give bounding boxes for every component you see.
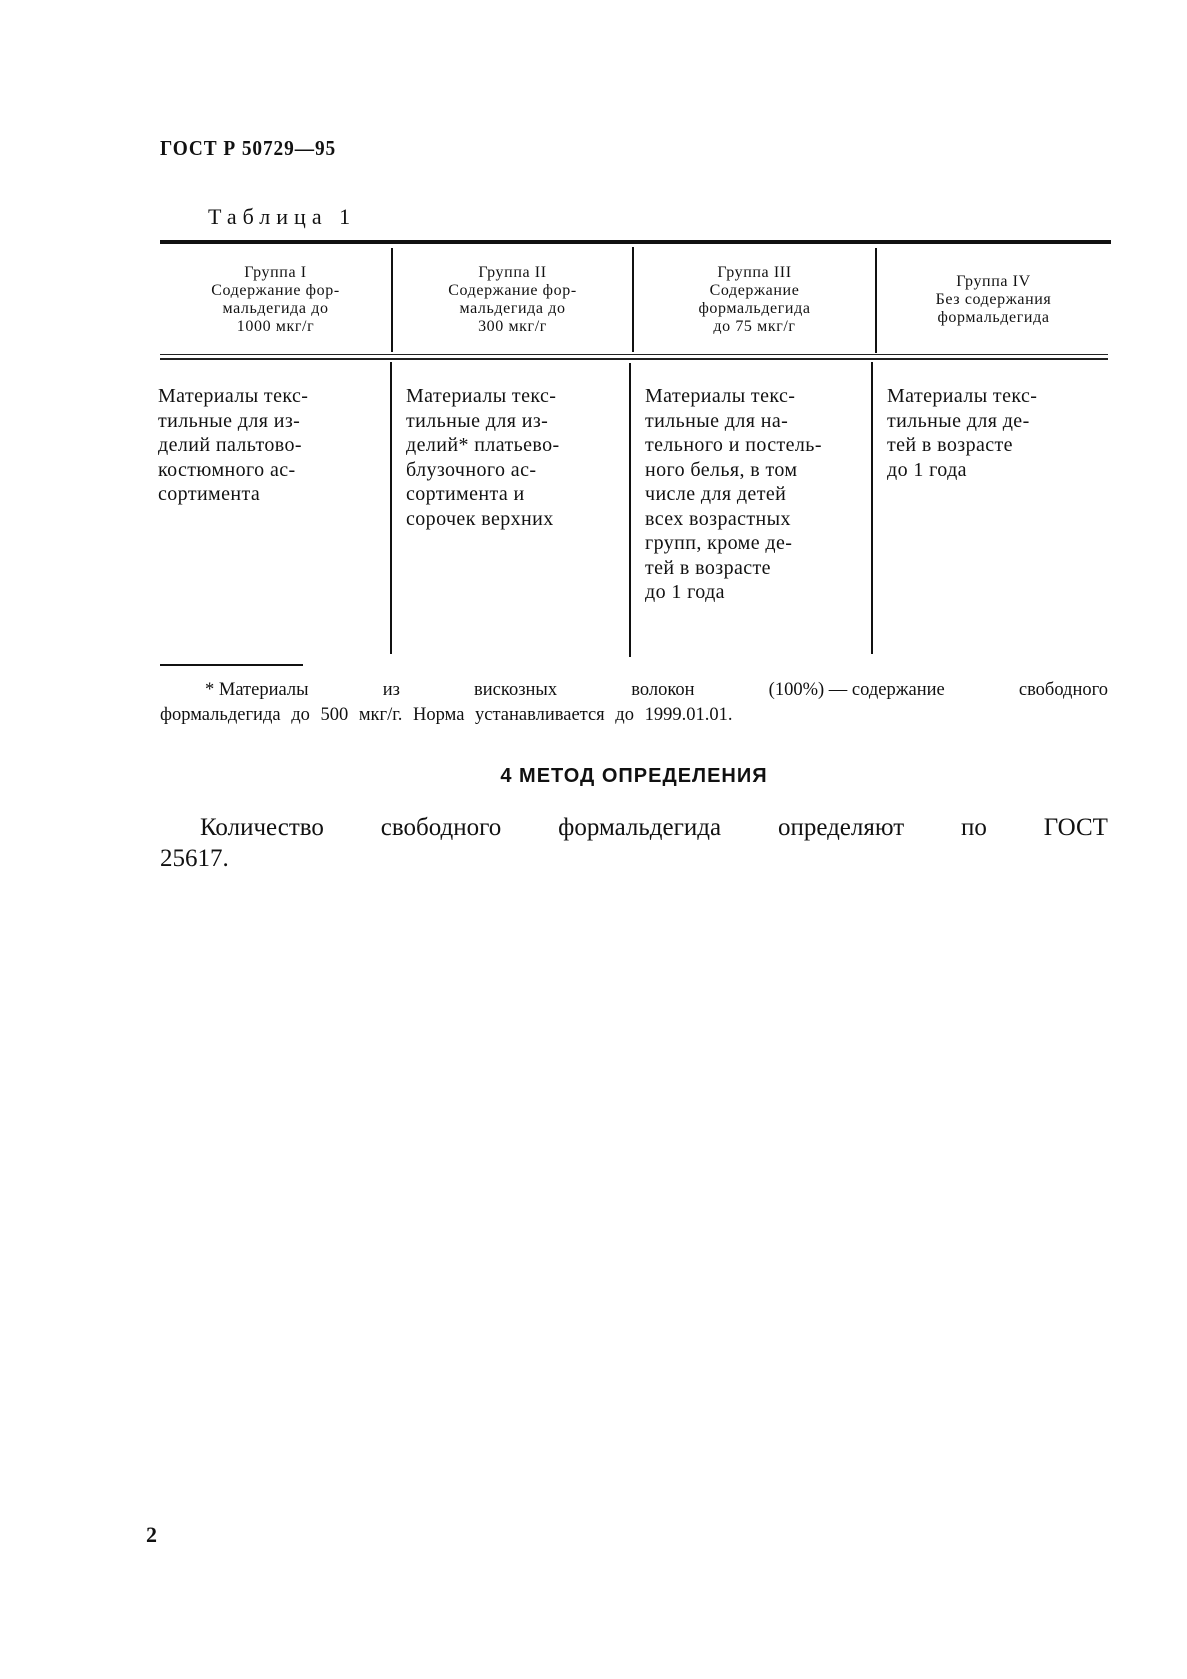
- cell-line: Материалы текс-: [887, 385, 1038, 407]
- cell-line: тильные для из-: [406, 409, 549, 432]
- cell-line: делий* платьево-: [406, 434, 560, 456]
- section-heading: 4 МЕТОД ОПРЕДЕЛЕНИЯ: [500, 765, 768, 787]
- footnote-line-2: формальдегида до 500 мкг/г. Норма устанавливается до 1999.01.01.: [160, 705, 733, 725]
- paragraph-word: формальдегида: [558, 814, 722, 841]
- paragraph-line-1: [160, 812, 1108, 843]
- footnote-line-1: [160, 678, 1108, 703]
- footnote: [160, 678, 1108, 728]
- header-line: Без содержания: [935, 291, 1052, 308]
- column-divider: [390, 362, 392, 654]
- cell-line: костюмного ас-: [158, 458, 296, 481]
- header-line: Содержание фор-: [448, 282, 577, 299]
- cell-line: всех возрастных: [645, 507, 791, 530]
- cell-line: тей в возрасте: [887, 434, 1013, 456]
- table-cell-group-4: [887, 384, 1037, 482]
- cell-line: ного белья, в том: [645, 458, 798, 481]
- section-paragraph: [160, 812, 1108, 874]
- footnote-rule: [160, 664, 303, 666]
- table-header-group-3: [634, 250, 875, 350]
- header-separator-rule: [160, 354, 1108, 355]
- footnote-word: из: [382, 680, 400, 700]
- cell-line: тильные для на-: [645, 409, 789, 432]
- table-header-group-1: [160, 250, 391, 350]
- paragraph-word: свободного: [380, 814, 502, 841]
- cell-line: блузочного ас-: [406, 458, 537, 481]
- paragraph-line-2: 25617.: [160, 845, 229, 872]
- header-line: формальдегида: [698, 300, 811, 317]
- paragraph-word: ГОСТ: [1043, 814, 1108, 841]
- footnote-word: свободного: [1018, 680, 1108, 700]
- table-header-group-2: [393, 250, 632, 350]
- table-cell-group-1: [158, 384, 308, 507]
- header-line: мальдегида до: [459, 300, 566, 317]
- header-line: Группа III: [717, 264, 792, 281]
- header-line: Содержание фор-: [211, 282, 340, 299]
- cell-line: до 1 года: [887, 458, 967, 481]
- footnote-word: волокон: [631, 680, 695, 700]
- header-line: формальдегида: [937, 309, 1050, 326]
- cell-line: делий пальтово-: [158, 434, 302, 456]
- paragraph-word: по: [961, 814, 987, 841]
- header-line: 1000 мкг/г: [236, 318, 315, 335]
- cell-line: тильные для де-: [887, 409, 1030, 432]
- cell-line: тильные для из-: [158, 409, 301, 432]
- footnote-word: вискозных: [474, 680, 558, 700]
- header-line: Содержание: [709, 282, 800, 299]
- header-line: Группа I: [244, 264, 307, 281]
- table-top-rule: [160, 240, 1111, 244]
- table-cell-group-3: [645, 384, 822, 605]
- cell-line: сортимента: [158, 483, 261, 505]
- table-header-group-4: [877, 250, 1110, 350]
- footnote-word: (100%) — содержание: [768, 680, 945, 700]
- paragraph-word: определяют: [777, 814, 905, 841]
- column-divider: [871, 362, 873, 654]
- cell-line: сорочек верхних: [406, 507, 554, 530]
- header-line: до 75 мкг/г: [713, 318, 796, 335]
- table-cell-group-2: [406, 384, 560, 531]
- cell-line: числе для детей: [645, 483, 787, 505]
- cell-line: Материалы текс-: [645, 385, 796, 407]
- cell-line: групп, кроме де-: [645, 532, 793, 554]
- table-label: Таблица 1: [208, 204, 357, 229]
- column-divider: [629, 363, 631, 657]
- cell-line: тельного и постель-: [645, 434, 822, 456]
- header-separator-rule: [160, 358, 1108, 360]
- page-number: 2: [146, 1522, 157, 1547]
- document-code: ГОСТ Р 50729—95: [160, 136, 337, 160]
- cell-line: Материалы текс-: [406, 385, 557, 407]
- header-line: мальдегида до: [222, 300, 329, 317]
- footnote-word: * Материалы: [205, 680, 309, 700]
- header-line: 300 мкг/г: [478, 318, 547, 335]
- paragraph-word: Количество: [200, 814, 324, 841]
- cell-line: тей в возрасте: [645, 556, 771, 579]
- cell-line: сортимента и: [406, 483, 525, 505]
- cell-line: Материалы текс-: [158, 385, 309, 407]
- cell-line: до 1 года: [645, 581, 725, 603]
- header-line: Группа IV: [956, 273, 1031, 290]
- header-line: Группа II: [478, 264, 547, 281]
